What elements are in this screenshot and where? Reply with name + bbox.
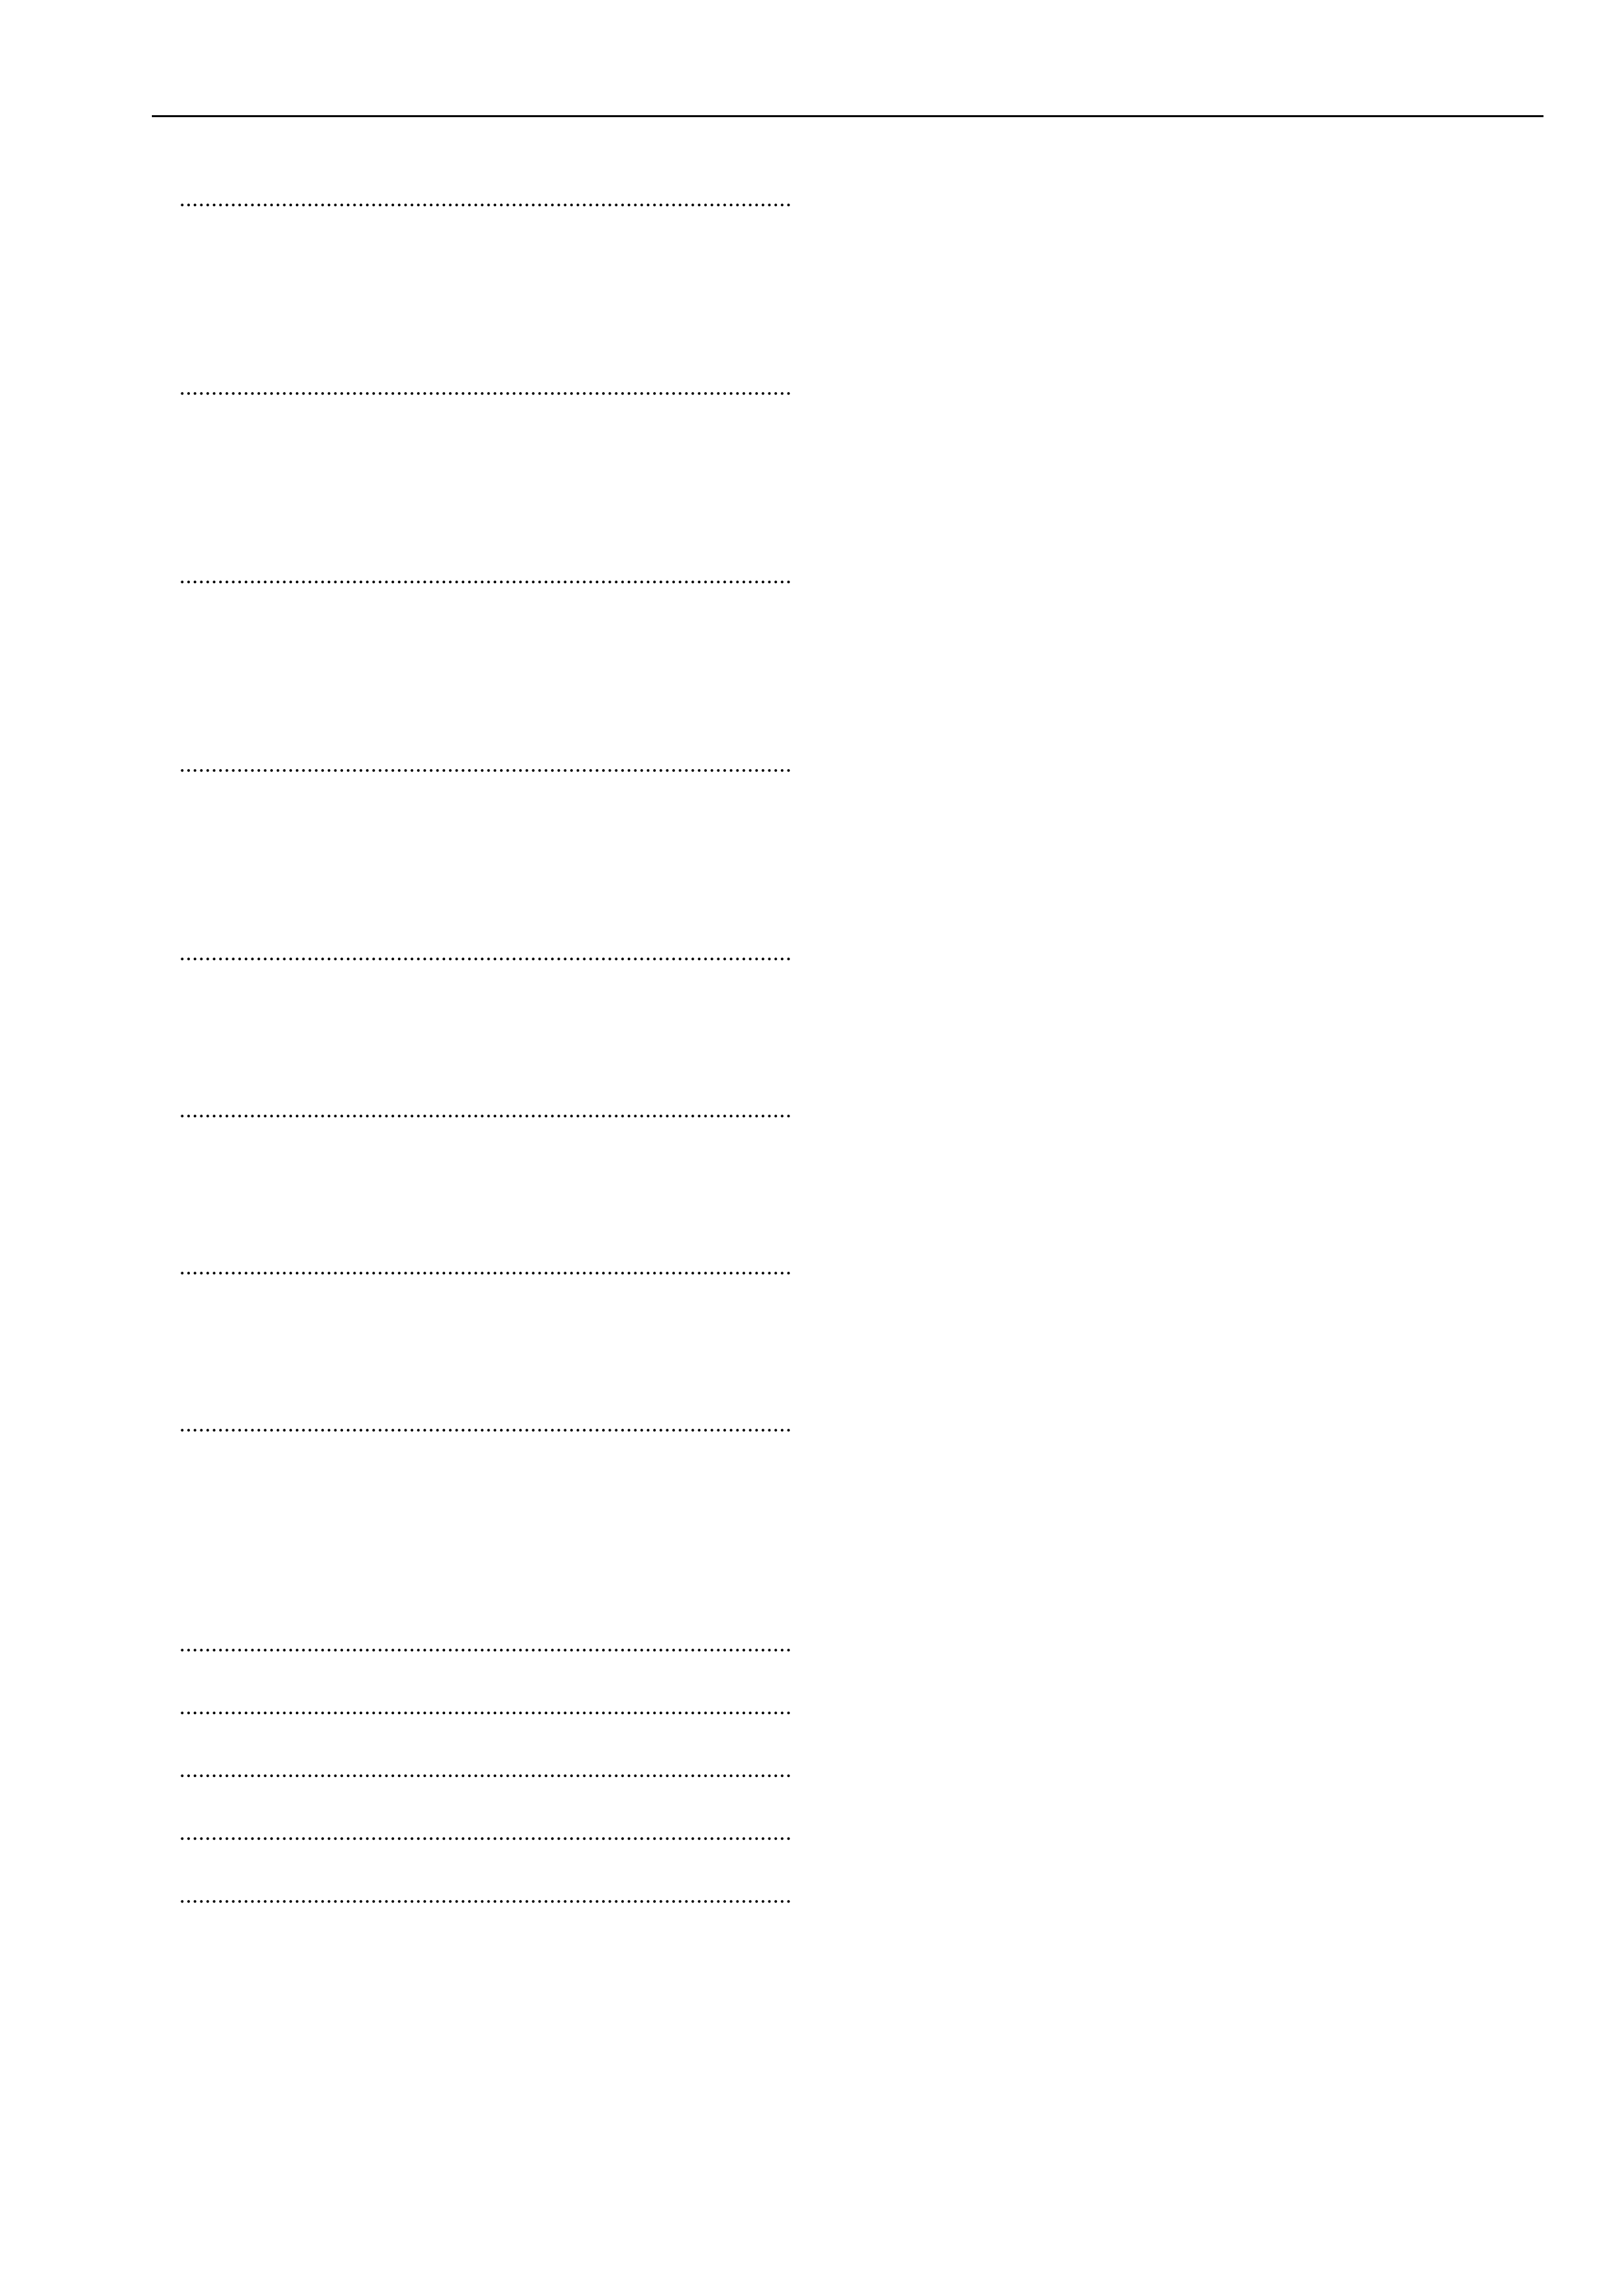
index-line xyxy=(152,969,794,1000)
index-line xyxy=(152,1817,794,1848)
index-line xyxy=(152,937,794,969)
index-line xyxy=(152,246,794,278)
index-line xyxy=(152,655,794,686)
index-line xyxy=(152,309,794,340)
index-line xyxy=(152,1346,794,1377)
index-line xyxy=(152,372,794,403)
index-line xyxy=(152,183,794,215)
index-line xyxy=(152,1063,794,1094)
index-line xyxy=(152,1848,794,1880)
index-line xyxy=(152,1126,794,1157)
index-line xyxy=(152,1660,794,1691)
index-line xyxy=(152,466,794,497)
index-line xyxy=(152,1157,794,1189)
index-line xyxy=(152,1566,794,1597)
index-line xyxy=(152,843,794,874)
index-line xyxy=(152,1189,794,1220)
index-line xyxy=(152,1471,794,1503)
index-line xyxy=(152,717,794,749)
index-line xyxy=(152,1691,794,1723)
index-line xyxy=(152,874,794,906)
index-line xyxy=(152,560,794,592)
index-line xyxy=(152,1785,794,1817)
index-line xyxy=(152,906,794,937)
index-line xyxy=(152,435,794,466)
index-line xyxy=(152,497,794,529)
index-column-left xyxy=(152,152,794,1911)
index-line xyxy=(152,1094,794,1126)
index-line xyxy=(152,1597,794,1628)
index-line xyxy=(152,1000,794,1031)
index-line xyxy=(152,1314,794,1346)
index-line xyxy=(152,1377,794,1408)
index-line xyxy=(152,1220,794,1251)
index-line xyxy=(152,1880,794,1911)
index-line xyxy=(152,1628,794,1660)
index-line xyxy=(152,529,794,560)
index-line xyxy=(152,780,794,812)
index-line xyxy=(152,1251,794,1283)
index-line xyxy=(152,1031,794,1063)
index-line xyxy=(152,623,794,655)
index-line xyxy=(152,1723,794,1754)
index-line xyxy=(152,1754,794,1785)
index-line xyxy=(152,1503,794,1534)
index-line xyxy=(152,1408,794,1440)
index-line xyxy=(152,812,794,843)
page-header xyxy=(152,84,1543,117)
index-line xyxy=(152,749,794,780)
index-line xyxy=(152,215,794,246)
index-line xyxy=(152,686,794,717)
index-line xyxy=(152,403,794,435)
index-line xyxy=(152,1440,794,1471)
index-line xyxy=(152,592,794,623)
index-line xyxy=(152,1534,794,1566)
index-line xyxy=(152,1283,794,1314)
index-line xyxy=(152,152,794,183)
index-line xyxy=(152,278,794,309)
index-line xyxy=(152,340,794,372)
